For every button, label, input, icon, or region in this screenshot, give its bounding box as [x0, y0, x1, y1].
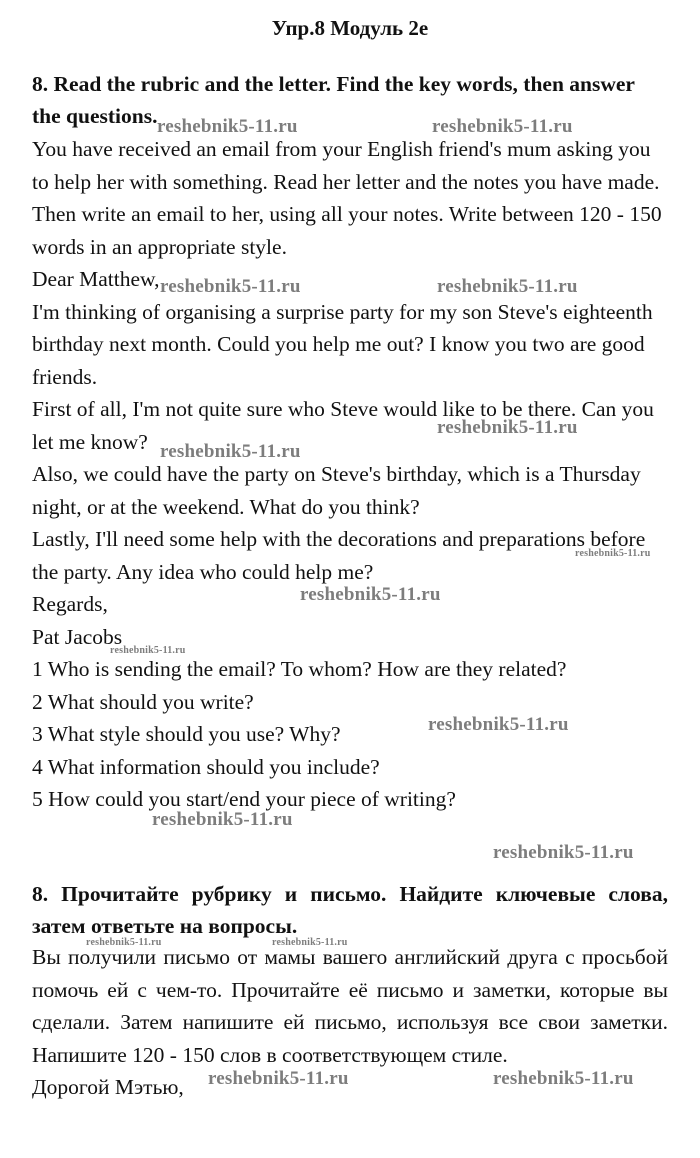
body-en [32, 133, 672, 816]
letter-paragraph-2: First of all, I'm not quite sure who Steve would like to be there. Can you let me know? [32, 397, 654, 454]
question-1: 1 Who is sending the email? To whom? How are they related? [32, 657, 567, 681]
watermark: reshebnik5-11.ru [493, 842, 634, 863]
watermark: reshebnik5-11.ru [152, 809, 293, 830]
letter-paragraph-4: Lastly, I'll need some help with the decorations and preparations before the party. Any idea who could help me? [32, 527, 646, 584]
watermark: reshebnik5-11.ru [437, 417, 578, 438]
watermark: reshebnik5-11.ru [157, 116, 298, 137]
watermark: reshebnik5-11.ru [208, 1068, 349, 1089]
rubric-paragraph-ru: Вы получили письмо от мамы вашего английский друга с просьбой помочь ей с чем-то. Прочитайте её письмо и заметки, которые вы сделали. Затем напишите ей письмо, используя все свои заметки. Напишите 120 - 150 слов в соответствующем стиле. [32, 945, 668, 1067]
task-heading-en: 8. Read the rubric and the letter. Find the key words, then answer the questions. [32, 72, 635, 128]
letter-greeting: Dear Matthew, [32, 267, 160, 291]
watermark: reshebnik5-11.ru [86, 937, 162, 948]
watermark: reshebnik5-11.ru [575, 548, 651, 559]
watermark: reshebnik5-11.ru [110, 645, 186, 656]
watermark: reshebnik5-11.ru [428, 714, 569, 735]
question-5: 5 How could you start/end your piece of writing? [32, 787, 456, 811]
rubric-paragraph: You have received an email from your English friend's mum asking you to help her with something. Read her letter and the notes you have made. Then write an email to her, using all your notes. Write between 120 - 150 words in an appropriate style. [32, 137, 662, 259]
letter-paragraph-1: I'm thinking of organising a surprise party for my son Steve's eighteenth birthday next month. Could you help me out? I know you two are good friends. [32, 299, 653, 389]
watermark: reshebnik5-11.ru [160, 276, 301, 297]
question-4: 4 What information should you include? [32, 754, 380, 779]
watermark: reshebnik5-11.ru [272, 937, 348, 948]
letter-paragraph-3: Also, we could have the party on Steve's birthday, which is a Thursday night, or at the weekend. What do you think? [32, 462, 641, 519]
question-2: 2 What should you write? [32, 689, 254, 714]
watermark: reshebnik5-11.ru [160, 441, 301, 462]
letter-closing: Regards, [32, 592, 108, 616]
watermark: reshebnik5-11.ru [432, 116, 573, 137]
question-3: 3 What style should you use? Why? [32, 722, 341, 746]
letter-greeting-ru: Дорогой Мэтью, [32, 1075, 184, 1099]
page-title: Упр.8 Модуль 2е [271, 16, 429, 40]
watermark: reshebnik5-11.ru [437, 276, 578, 297]
watermark: reshebnik5-11.ru [300, 584, 441, 605]
watermark: reshebnik5-11.ru [493, 1068, 634, 1089]
letter-signature: Pat Jacobs [32, 624, 123, 649]
task-heading-ru: 8. Прочитайте рубрику и письмо. Найдите ключевые слова, затем ответьте на вопросы. [32, 882, 668, 938]
